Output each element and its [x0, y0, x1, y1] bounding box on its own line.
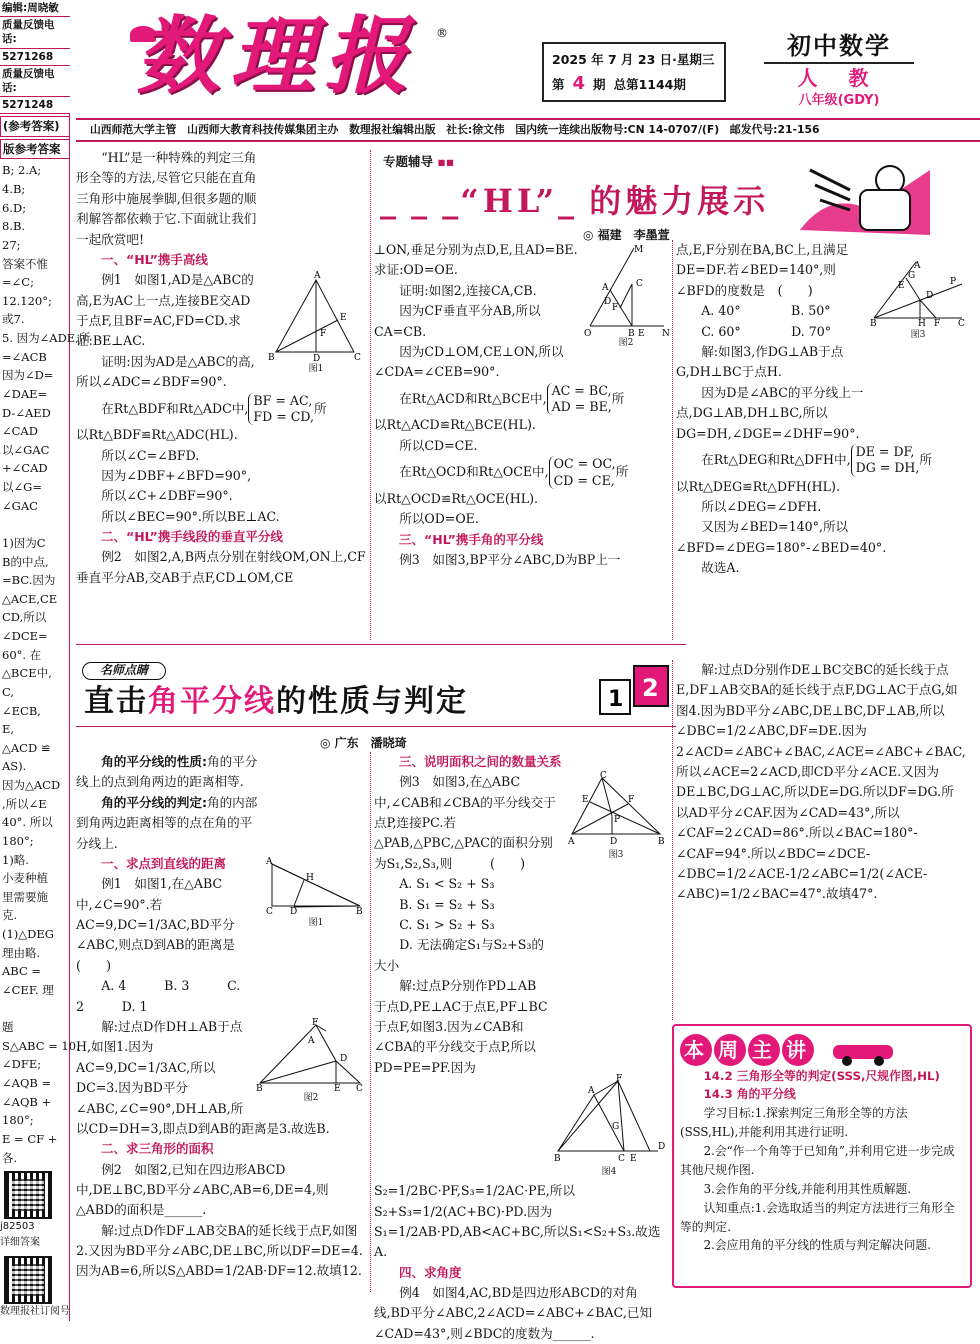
- bold-lead: 角的平分线的性质:: [101, 754, 207, 769]
- paragraph-text: 证明:如图2,连接CA,CB.: [399, 282, 537, 298]
- paragraph-text: 角的平分线上的点到角两边的距离相等.: [76, 754, 258, 790]
- week-goal-2: 2.会“作一个角等于已知角”,并利用它进一步完成其他尺规作图.: [680, 1144, 955, 1177]
- answer-option: D. 无法确定S₁与S₂+S₃的大小: [374, 937, 544, 973]
- article2-figure-4-caption: 图4: [601, 1166, 617, 1177]
- issue-date: 2025 年 7 月 23 日·星期三: [552, 52, 715, 67]
- svg-text:B: B: [554, 1153, 561, 1164]
- section-heading: 三、说明面积之间的数量关系: [399, 754, 562, 769]
- svg-text:E: E: [638, 329, 645, 339]
- equation-brace: [248, 393, 314, 426]
- svg-text:A: A: [588, 1085, 595, 1096]
- strip-answer-line: ∠GAC: [2, 498, 38, 513]
- strip-qr-code: j82503: [0, 1221, 35, 1233]
- equation-brace: [851, 444, 920, 477]
- week-title-char: 讲: [782, 1034, 814, 1066]
- paragraph-text: 因为∠DBF+∠BFD=90°,: [101, 468, 252, 484]
- subject-title: 初中数学: [787, 32, 891, 60]
- strip-answer-line: =∠C;: [2, 275, 34, 290]
- car-illustration-icon: [827, 1037, 907, 1067]
- answer-option: C. S₁ > S₂ + S₃: [399, 916, 495, 932]
- system-eq-a: DE = DF,: [855, 443, 915, 459]
- svg-text:D: D: [340, 1053, 348, 1064]
- strip-answer-line: △BCE中,: [2, 666, 52, 681]
- article1-tag: 专题辅导 ▪▪: [383, 154, 455, 169]
- paragraph: [76, 486, 366, 506]
- system-eq-b: AD = BE,: [551, 399, 612, 415]
- article1-title-rest: 的魅力展示: [589, 182, 770, 220]
- system-prefix: 在Rt△BDF和Rt△ADC中,: [101, 400, 249, 416]
- paragraph: [676, 660, 966, 905]
- paragraph: [676, 517, 966, 558]
- reading-figure-illustration: [790, 150, 940, 240]
- svg-text:C: C: [356, 1083, 363, 1094]
- article2-figure-2-caption: 图2: [303, 1092, 319, 1103]
- strip-answer-line: B的中点,: [2, 554, 49, 569]
- svg-text:F: F: [612, 303, 619, 313]
- equation-system-line: [676, 444, 966, 477]
- article2-figure-1-caption: 图1: [308, 918, 324, 928]
- strip-answer-line: +∠CAD: [2, 461, 48, 476]
- strip-answer-line: 里需要施: [2, 889, 48, 904]
- strip-answer-line: E,: [2, 722, 15, 737]
- strip-answer-line: 1)略.: [2, 852, 29, 867]
- grade-label: 八年级(GDY): [798, 93, 880, 108]
- strip-answer-line: E = CF +: [2, 1131, 58, 1146]
- strip-qr-label: 详细答案: [0, 1237, 40, 1249]
- strip-answer-line: 8.B.: [2, 219, 26, 234]
- system-prefix: 在Rt△OCD和Rt△OCE中,: [399, 464, 549, 480]
- strip-editor-line: 5271268: [0, 49, 70, 66]
- paragraph: [76, 547, 366, 588]
- paragraph: [374, 436, 668, 456]
- strip-editor-line: 质量反馈电话:: [0, 66, 70, 97]
- equation-system-line: [374, 456, 668, 489]
- svg-text:C: C: [636, 279, 643, 289]
- week-section-1: 14.2 三角形全等的判定(SSS,尺规作图,HL): [703, 1068, 940, 1083]
- strip-editor-line: 质量反馈电话:: [0, 17, 70, 48]
- paragraph-text: “HL”是一种特殊的判定三角形全等的方法,尽管它只能在直角三角形中施展拳脚,但很多题的顺利解答都依赖于它.下面就让我们一起欣赏吧!: [76, 150, 257, 247]
- svg-text:D: D: [926, 291, 934, 301]
- system-suffix: 所: [919, 451, 933, 467]
- issue-no-label: 第: [552, 77, 565, 92]
- week-goal: 学习目标:1.探索判定三角形全等的方法(SSS,HL),并能利用其进行证明.: [680, 1106, 908, 1140]
- system-eq-b: DG = DH,: [855, 460, 920, 476]
- paragraph-text: 又因为∠BED=140°,所以∠BFD=∠DEG=180°-∠BED=40°.: [676, 519, 887, 555]
- article2-title: [84, 680, 468, 724]
- registered-mark: ®: [436, 26, 448, 40]
- article1-figure-2-caption: 图2: [618, 338, 634, 348]
- article1-column-3: [676, 240, 966, 640]
- section-heading: 二、“HL”携手线段的垂直平分线: [101, 529, 283, 545]
- week-title-char: 主: [748, 1034, 780, 1066]
- paragraph: [676, 558, 966, 578]
- paragraph: [76, 446, 366, 466]
- svg-text:1: 1: [608, 687, 624, 712]
- system-suffix: 所: [314, 400, 327, 416]
- strip-answer-line: [0, 1000, 70, 1019]
- issue-number: 4: [572, 73, 586, 94]
- strip-answer-line: 小麦种植: [2, 871, 48, 886]
- svg-text:C: C: [958, 319, 965, 329]
- svg-text:E: E: [334, 1083, 341, 1094]
- section-heading: 一、求点到直线的距离: [101, 855, 227, 871]
- system-prefix: 在Rt△ACD和Rt△BCE中,: [399, 390, 547, 406]
- subscribe-qr-icon: [4, 1256, 52, 1304]
- strip-footer: 数理报社订阅号: [0, 1305, 70, 1317]
- svg-text:D: D: [290, 907, 298, 917]
- strip-answer-line: =∠ACB: [2, 349, 47, 364]
- system-suffix: 所: [615, 464, 629, 480]
- paragraph-text: 例4 如图4,AC,BD是四边形ABCD的对角线,BD平分∠ABC,2∠ACD=∠ABC+∠BAC,已知∠CAD=43°,则∠BDC的度数为______.: [374, 1284, 653, 1341]
- strip-answer-line: ∠CAD: [2, 424, 38, 439]
- article1-author: ◎ 福建 李墨萱: [583, 228, 670, 242]
- strip-answer-line: 180°;: [2, 1113, 34, 1128]
- equation-system-line: [76, 393, 366, 426]
- strip-answer-line: ,所以∠E: [2, 796, 47, 811]
- article2-banner: [76, 652, 686, 736]
- svg-text:E: E: [898, 281, 905, 291]
- svg-text:A: A: [308, 1035, 315, 1046]
- week-title-char: 本: [680, 1034, 712, 1066]
- paragraph: [76, 148, 366, 250]
- svg-text:D: D: [610, 837, 618, 847]
- article2-figure-4: [554, 1075, 664, 1180]
- paragraph-text: 因为CF垂直平分AB,所以CA=CB.: [374, 303, 541, 339]
- column-divider: [672, 240, 673, 640]
- equation-brace: [549, 456, 616, 489]
- article1-tag-text: 专题辅导: [383, 154, 434, 169]
- paragraph: 以Rt△BDF≌Rt△ADC(HL).: [76, 427, 238, 443]
- svg-text:O: O: [584, 329, 592, 339]
- paragraph-text: 解:过点P分别作PD⊥AB于点D,PE⊥AC于点E,PF⊥BC于点F,如图3.因为∠CAB和∠CBA的平分线交于点P,所以PD=PE=PF.因为S₂=1/2BC·PF,S₃=1/2AC·PE,所以S₂+S₃=1/2(AC+BC)·PD.因为S₁=1/2AB·PD,AB<AC+BC,所以S₁<S₂+S₃.故选A.: [374, 978, 661, 1260]
- paragraph-text: 所以CD=CE.: [399, 437, 478, 453]
- strip-answer-line: ∠DFE;: [2, 1057, 42, 1072]
- paragraph: [76, 752, 366, 793]
- paragraph-text: 故选A.: [701, 560, 740, 576]
- svg-text:A: A: [914, 261, 921, 271]
- svg-text:C: C: [600, 771, 607, 781]
- paragraph: [676, 497, 966, 517]
- system-eq-a: OC = OC,: [553, 456, 616, 472]
- strip-answer-line: (1)△DEG: [2, 927, 54, 942]
- svg-text:2: 2: [642, 674, 659, 702]
- svg-text:B: B: [658, 837, 665, 847]
- svg-text:B: B: [256, 1083, 263, 1094]
- week-title-char: 周: [714, 1034, 746, 1066]
- system-prefix: 在Rt△DEG和Rt△DFH中,: [701, 451, 851, 467]
- strip-answer-line: 6.D;: [2, 200, 27, 215]
- paragraph-text: 解:过点D分别作DE⊥BC交BC的延长线于点E,DF⊥AB交BA的延长线于点F,DG⊥AC于点G,如图4.因为BD平分∠ABC,DE⊥BC,DF⊥AB,所以∠DBC=1/2∠ABC,DF=DE.因为2∠ACD=∠ABC+∠BAC,∠ACE=∠ABC+∠BAC,所以∠ACE=2∠ACD,即CD平分∠ACE.又因为DE⊥BC,DG⊥AC,所以DE=DG.所以DF=DG.所以AD平分∠CAF.因为∠CAD=43°,所以∠CAF=2∠CAD=86°.所以∠BAC=180°-∠CAF=94°.所以∠BDC=∠DCE-∠DBC=1/2∠ACE-1/2∠ABC=1/2(∠ACE-∠ABC)=1/2∠BAC=47°.故填47°.: [676, 662, 966, 902]
- svg-text:A: A: [266, 857, 273, 867]
- article2-figure-2: [256, 1017, 366, 1106]
- week-section-2: 14.3 角的平分线: [703, 1087, 796, 1102]
- svg-text:A: A: [602, 283, 609, 293]
- strip-answer-line: ∠ECB,: [2, 703, 41, 718]
- strip-answer-line: ∠DAE=: [2, 386, 48, 401]
- week-goal-3: 3.会作角的平分线,并能利用其性质解题.: [703, 1181, 912, 1196]
- answer-option: A. 4 B. 3 C. 2 D. 1: [76, 978, 241, 1014]
- paragraph: [76, 1160, 366, 1221]
- svg-text:C: C: [354, 353, 361, 363]
- paragraph-text: 所以∠C=∠BFD.: [101, 447, 200, 463]
- strip-answer-line: D-∠AED: [2, 405, 51, 420]
- article2-figure-3: [568, 772, 664, 863]
- system-suffix: 所: [611, 390, 625, 406]
- equation-system-line: [374, 383, 668, 416]
- answer-option: A. 40° B. 50°: [701, 303, 831, 319]
- week-key-2: 2.会应用角的平分线的性质与判定解决问题.: [703, 1238, 931, 1253]
- article2-tag: 名师点睛: [82, 662, 166, 680]
- paragraph-text: 因为CD⊥OM,CE⊥ON,所以∠CDA=∠CEB=90°.: [374, 343, 564, 380]
- qr-code-icon: [4, 1171, 52, 1219]
- paragraph-text: 例1 如图1,在△ABC中,∠C=90°.若AC=9,DC=1/3AC,BD平分∠ABC,则点D到AB的距离是 ( ): [76, 876, 273, 973]
- paragraph: 以Rt△ACD≌Rt△BCE(HL).: [374, 417, 536, 433]
- weekly-topic-box: [672, 1024, 972, 1288]
- column-divider: [370, 150, 371, 640]
- svg-text:A: A: [568, 837, 575, 847]
- issue-no-unit: 期: [593, 77, 606, 92]
- number-blocks-illustration: [596, 658, 676, 724]
- svg-text:D: D: [313, 354, 321, 364]
- system-eq-a: AC = BC,: [551, 382, 612, 398]
- paragraph: 点,E,F分别在BA,BC上,且满足DE=DF.若∠BED=140°,则∠BFD的度数是 ( ): [676, 242, 849, 298]
- strip-answer-head: (参考答案): [0, 116, 70, 137]
- publisher-info-bar: 山西师范大学主管 山西师大教育科技传媒集团主办 数理报社编辑出版 社长:徐文伟 国内统一连续出版物号:CN 14-0707/(F) 邮发代号:21-156: [76, 118, 980, 142]
- paragraph: ⊥ON,垂足分别为点D,E,且AD=BE.求证:OD=OE.: [374, 242, 578, 278]
- svg-text:H: H: [918, 319, 926, 329]
- strip-answer-line: 12.120°;: [2, 293, 52, 308]
- article1-title-hl: “HL”: [460, 182, 559, 220]
- paragraph-text: 因为D是∠ABC的平分线上一点,DG⊥AB,DH⊥BC,所以DG=DH,∠DGE=∠DHF=90°.: [676, 384, 864, 441]
- paragraph: [676, 342, 966, 383]
- paragraph: [76, 793, 366, 854]
- section-heading: 三、“HL”携手角的平分线: [399, 531, 544, 547]
- article2-author: ◎ 广东 潘晓琦: [320, 736, 407, 750]
- svg-text:N: N: [662, 329, 670, 339]
- strip-answer-line: CD,所以: [2, 610, 47, 625]
- strip-answer-line: 以∠G=: [2, 480, 42, 495]
- masthead: [76, 0, 980, 116]
- svg-text:A: A: [314, 271, 321, 281]
- paragraph: [76, 466, 366, 486]
- strip-answer-line: ∠AQB =: [2, 1076, 52, 1091]
- strip-answer-line: ∠DCE=: [2, 629, 48, 644]
- strip-answer-line: 答案不惟: [2, 256, 48, 271]
- svg-text:E: E: [340, 313, 347, 323]
- paragraph-text: 所以∠C+∠DBF=90°.: [101, 488, 233, 504]
- issue-total: 总第1144期: [613, 77, 686, 92]
- paragraph-text: 所以∠DEG=∠DFH.: [701, 499, 822, 515]
- left-answer-strip: [0, 0, 91, 1321]
- svg-text:F: F: [320, 329, 327, 339]
- strip-answer-line: 或7.: [2, 312, 25, 327]
- column-divider: [370, 752, 371, 1292]
- paragraph-text: 解:如图3,作DG⊥AB于点G,DH⊥BC于点H.: [676, 343, 844, 380]
- paragraph-text: 例1 如图1,AD是△ABC的高,E为AC上一点,连接BE交AD于点F,且BF=AC,FD=CD.求证:BE⊥AC.: [76, 272, 254, 349]
- strip-answer-line: S△ABC = 10.: [2, 1038, 80, 1053]
- svg-text:F: F: [312, 1017, 319, 1028]
- strip-answer-line: 因为△ACD: [2, 778, 61, 793]
- strip-answer-line: 各.: [2, 1150, 18, 1165]
- paragraph-text: 例3 如图3,在△ABC中,∠CAB和∠CBA的平分线交于点P,连接PC.若△PAB,△PBC,△PAC的面积分别为S₁,S₂,S₃,则 ( ): [374, 774, 556, 871]
- svg-text:B: B: [356, 907, 363, 917]
- strip-answer-line: 题: [2, 1020, 14, 1035]
- paragraph-text: 角的内部到角两边距离相等的点在角的平分线上.: [76, 794, 258, 851]
- article2-column-3: [676, 660, 966, 1020]
- paragraph: [76, 1221, 366, 1282]
- strip-editor-line: 5271248: [0, 97, 70, 114]
- svg-text:F: F: [616, 1073, 623, 1084]
- strip-answer-head: 版参考答案: [0, 139, 70, 160]
- strip-answer-line: 40°. 所以: [2, 815, 53, 830]
- section-heading: 四、求角度: [399, 1264, 462, 1280]
- subject-block: [764, 30, 914, 110]
- svg-text:D: D: [658, 1141, 666, 1152]
- svg-text:G: G: [908, 271, 916, 281]
- answer-option: B. S₁ = S₂ + S₃: [399, 896, 495, 912]
- svg-text:C: C: [266, 907, 273, 917]
- strip-answer-line: 27;: [2, 237, 21, 252]
- paragraph: 以Rt△DEG≌Rt△DFH(HL).: [676, 478, 840, 494]
- svg-text:P: P: [614, 815, 621, 825]
- strip-answer-line: 因为∠D=: [2, 368, 54, 383]
- strip-answer-line: 理由略.: [2, 945, 41, 960]
- paragraph-text: 例2 如图2,A,B两点分别在射线OM,ON上,CF垂直平分AB,交AB于点F,CD⊥OM,CE: [76, 549, 366, 585]
- article2-title-a: 直击: [84, 684, 148, 719]
- system-eq-a: BF = AC,: [253, 392, 313, 408]
- strip-answer-line: 克.: [2, 908, 18, 923]
- svg-text:B: B: [268, 353, 275, 363]
- svg-text:M: M: [634, 245, 644, 255]
- section-heading: 一、“HL”携手高线: [101, 251, 208, 267]
- strip-answer-line: AS).: [2, 759, 27, 774]
- article1-column-1: [76, 148, 366, 640]
- strip-answer-line: [0, 515, 70, 534]
- article1-figure-1: [266, 272, 366, 377]
- paragraph-text: 解:过点D作DF⊥AB交BA的延长线于点F,如图2.又因为BD平分∠ABC,DE⊥BC,所以DF=DE=4.因为AB=6,所以S△ABD=1/2AB·DF=12.故填12.: [76, 1222, 363, 1279]
- strip-answer-line: 180°;: [2, 833, 34, 848]
- svg-text:P: P: [950, 277, 957, 287]
- strip-answer-line: ∠AQB +: [2, 1094, 52, 1109]
- strip-answer-line: 4.B;: [2, 182, 26, 197]
- paragraph-text: 证明:因为AD是△ABC的高,所以∠ADC=∠BDF=90°.: [76, 353, 255, 390]
- strip-answer-line: △ACD ≌: [2, 740, 51, 755]
- strip-answer-line: ∠CEF. 理: [2, 982, 54, 997]
- column-divider: [672, 660, 673, 1020]
- strip-answer-line: 5. 因为∠ADE,所: [2, 331, 91, 346]
- paragraph-text: 所以OD=OE.: [399, 511, 479, 527]
- answer-option: A. S₁ < S₂ + S₃: [399, 876, 495, 892]
- paragraph-text: 例3 如图3,BP平分∠ABC,D为BP上一: [399, 551, 621, 567]
- paragraph: [374, 509, 668, 529]
- week-key: 认知重点:1.会选取适当的判定方法进行三角形全等的判定.: [680, 1200, 955, 1234]
- article2-figure-1: [266, 856, 366, 931]
- issue-box: [542, 42, 726, 102]
- article2-column-2: [374, 752, 666, 1341]
- answer-option: C. 60° D. 70°: [701, 323, 832, 339]
- article2-title-d: 性质与判定: [308, 684, 468, 719]
- paragraph: [374, 1283, 664, 1344]
- edition-label: 人 教: [764, 62, 914, 92]
- svg-text:G: G: [612, 1121, 620, 1132]
- strip-answer-line: 1)因为C: [2, 535, 46, 550]
- paragraph: 以Rt△OCD≌Rt△OCE(HL).: [374, 490, 538, 506]
- strip-answer-line: C,: [2, 684, 15, 699]
- paragraph: [374, 550, 668, 570]
- article1-figure-3: [870, 258, 966, 343]
- strip-answer-line: △ACE,CE: [2, 591, 58, 606]
- system-eq-b: FD = CD,: [253, 408, 315, 424]
- paragraph-text: 所以∠BEC=90°.所以BE⊥AC.: [101, 508, 280, 524]
- article2-title-c: 的: [276, 684, 308, 719]
- newspaper-logo: 数理报: [136, 6, 419, 105]
- svg-text:C: C: [618, 1153, 625, 1164]
- svg-text:H: H: [306, 873, 314, 883]
- paragraph-text: 例2 如图2,已知在四边形ABCD中,DE⊥BC,BD平分∠ABC,AB=6,DE=4,则△ABD的面积是______.: [76, 1161, 329, 1218]
- article1-figure-1-caption: 图1: [308, 364, 324, 374]
- article1-title: _ _ _“HL”_ 的魅力展示: [380, 182, 770, 220]
- article1-column-2: [374, 240, 668, 640]
- strip-answer-line: =BC.因为: [2, 573, 56, 588]
- paragraph: [76, 507, 366, 527]
- svg-text:F: F: [934, 319, 941, 329]
- article2-title-b: 角平分线: [148, 684, 276, 719]
- equation-brace: [547, 383, 612, 416]
- article2-column-1: [76, 752, 366, 1292]
- article1-figure-3-caption: 图3: [910, 330, 926, 340]
- svg-text:F: F: [628, 795, 635, 805]
- weekly-topic-title: [680, 1034, 964, 1067]
- section-divider: [76, 644, 686, 645]
- strip-answer-line: 以∠GAC: [2, 442, 50, 457]
- article2-figure-3-caption: 图3: [608, 850, 624, 860]
- paragraph: [676, 383, 966, 444]
- bold-lead: 角的平分线的判定:: [101, 794, 207, 810]
- svg-text:B: B: [870, 319, 877, 329]
- svg-text:B: B: [628, 329, 635, 339]
- strip-answer-line: ABC =: [2, 964, 42, 979]
- strip-editor-line: 编辑:周晓敏: [0, 0, 70, 17]
- system-eq-b: CD = CE,: [553, 472, 615, 488]
- svg-text:E: E: [630, 1153, 637, 1164]
- strip-answer-line: 60°. 在: [2, 647, 42, 662]
- article1-figure-2: [584, 244, 668, 351]
- strip-answer-line: B; 2.A;: [2, 163, 42, 178]
- paragraph-text: 解:过点D作DH⊥AB于点H,如图1.因为AC=9,DC=1/3AC,所以DC=3.因为BD平分∠ABC,∠C=90°,DH⊥AB,所以CD=DH=3,即点D到AB的距离是3.故选B.: [76, 1018, 330, 1136]
- svg-text:E: E: [582, 795, 589, 805]
- svg-text:D: D: [604, 297, 612, 307]
- section-heading: 二、求三角形的面积: [101, 1141, 214, 1157]
